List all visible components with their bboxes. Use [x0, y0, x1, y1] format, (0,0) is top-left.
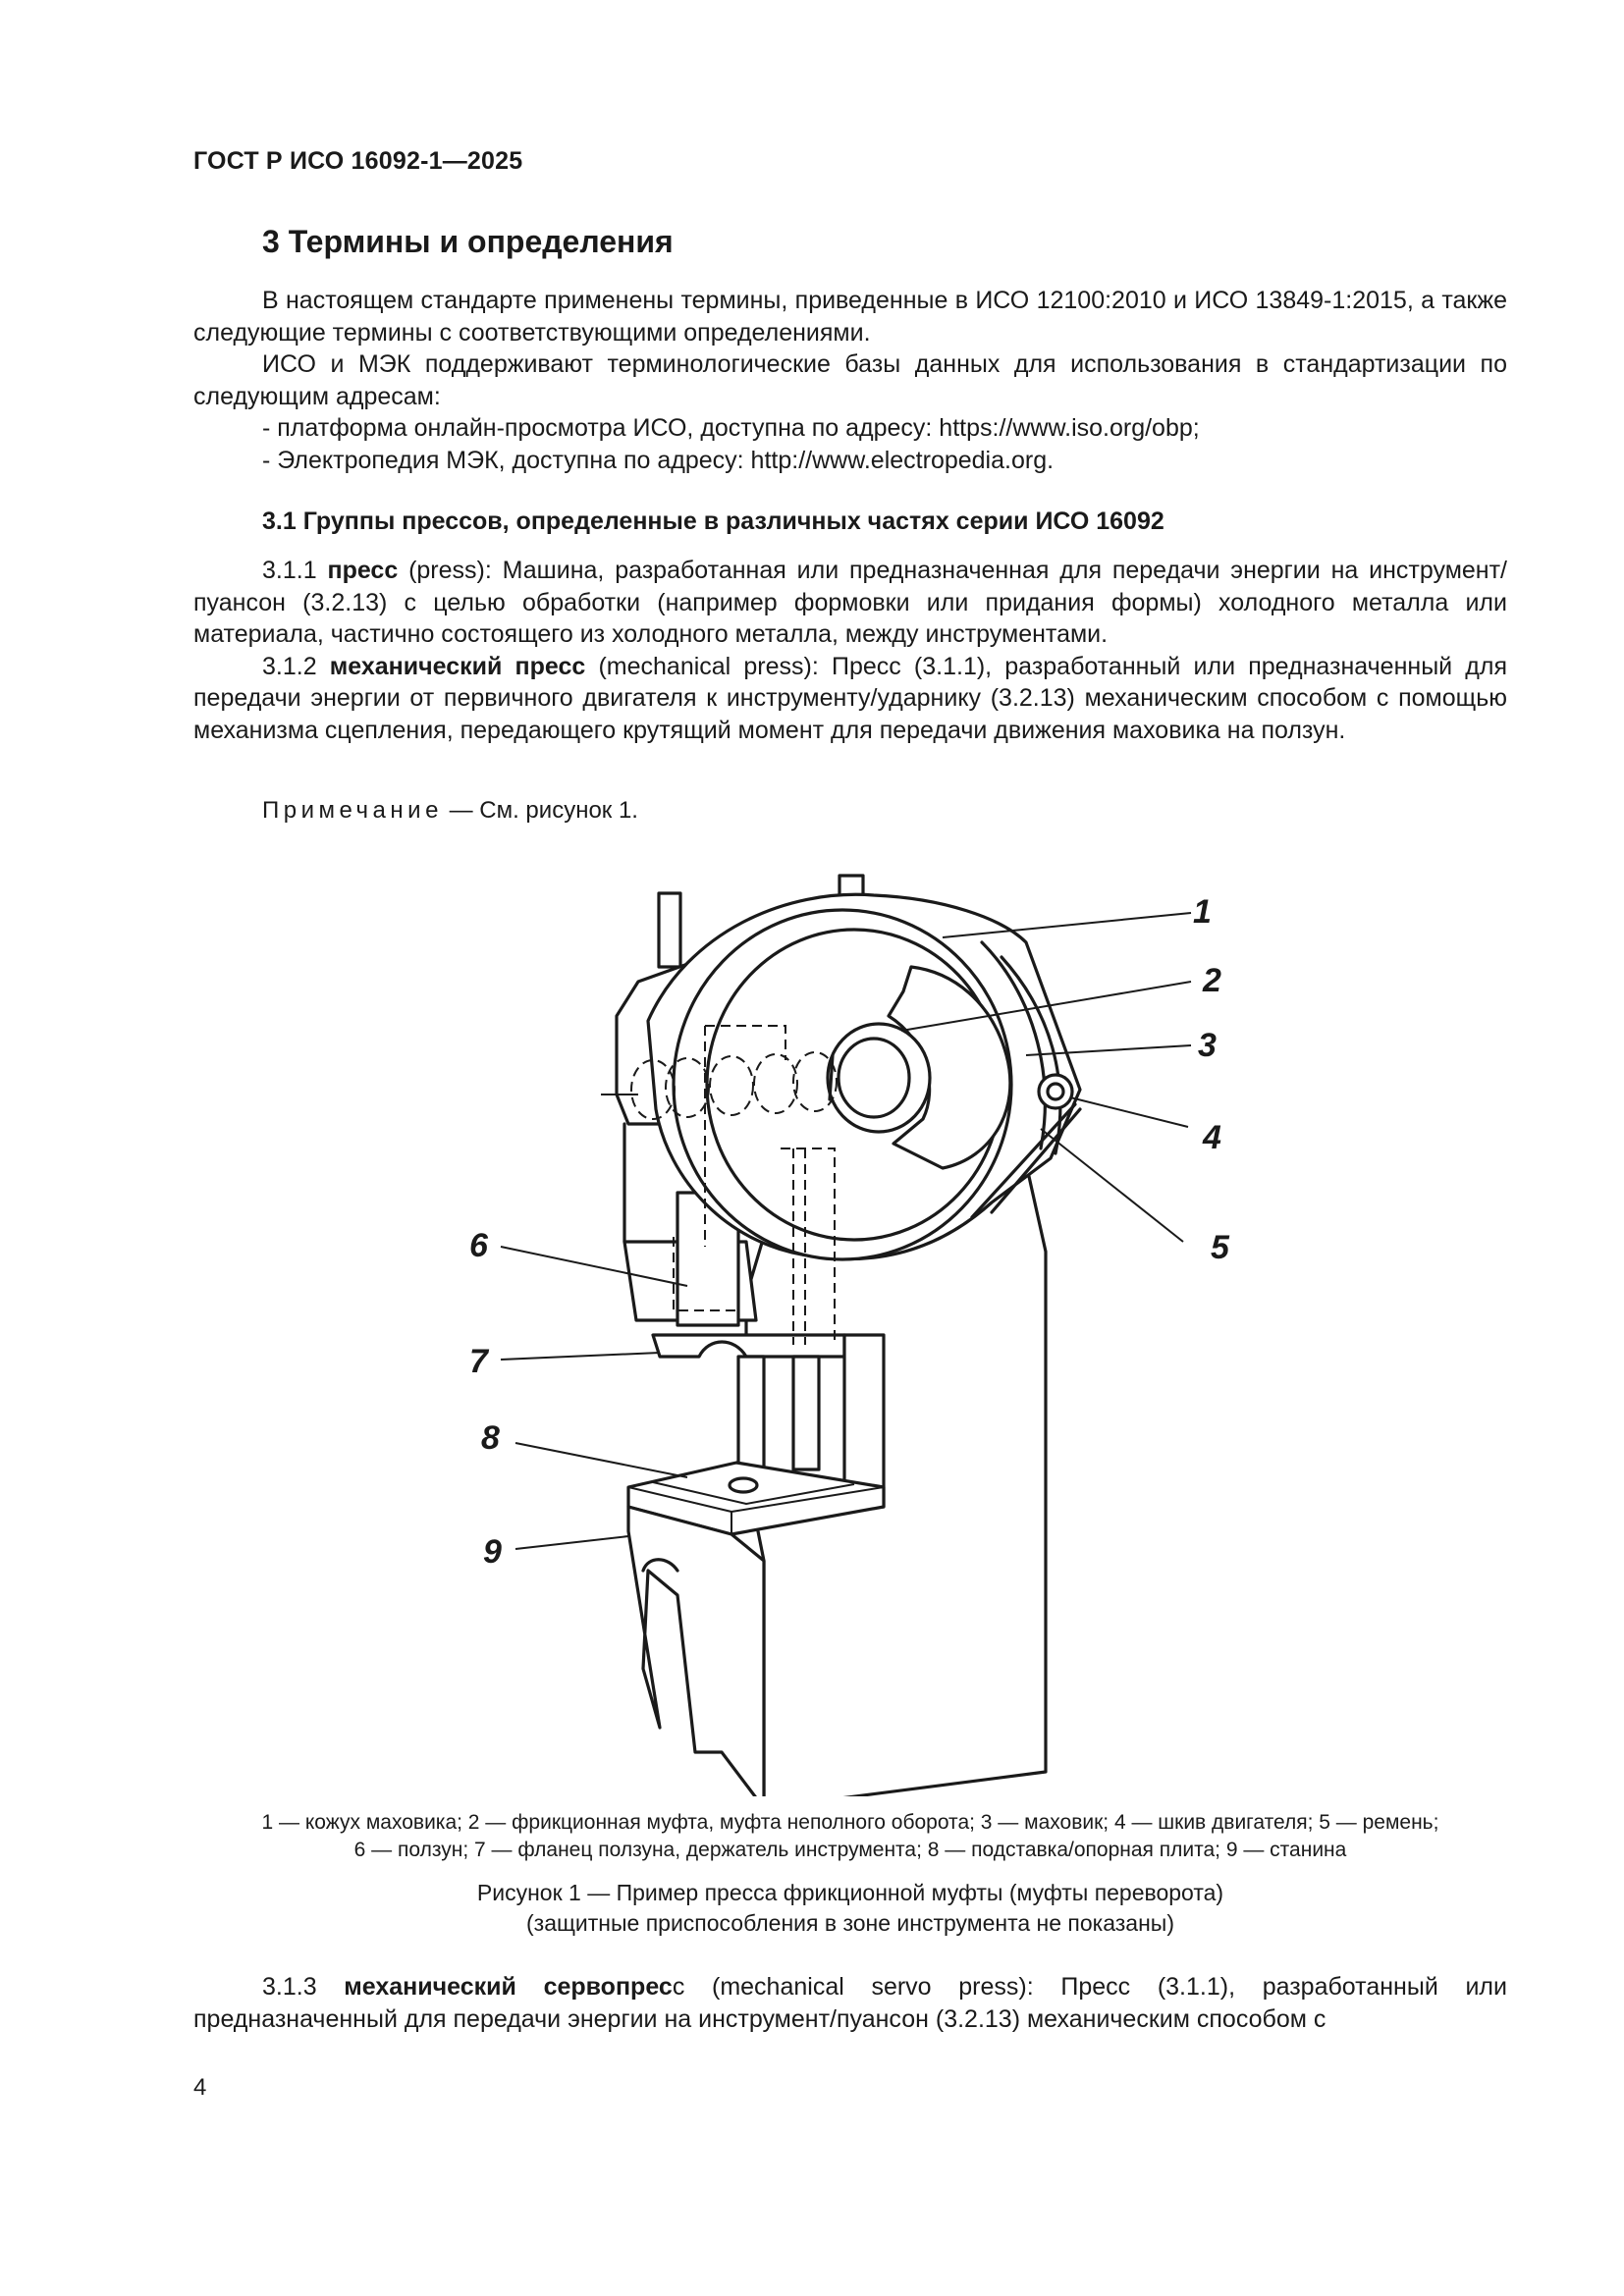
figure-caption: [193, 1878, 1507, 1939]
slide-flange: [653, 1335, 844, 1357]
term-number: 3.1.3: [262, 1973, 317, 2001]
leader-5: [1041, 1129, 1183, 1242]
leader-7: [501, 1353, 660, 1360]
figure-legend: [193, 1809, 1507, 1864]
callout-8: 8: [481, 1419, 500, 1457]
bolster-hole: [730, 1478, 757, 1492]
callout-9: 9: [483, 1533, 502, 1571]
guide-column-left: [738, 1357, 764, 1469]
intro-paragraph-2: ИСО и МЭК поддерживают терминологические базы данных для использования в стандартизации по следующим адресам:: [193, 350, 1507, 410]
callout-7: 7: [469, 1343, 488, 1380]
term-definition: (press): Машина, разработанная или предназначенная для передачи энергии на инструмент/пуансон (3.2.13) с целью обработки (например формовки или придания формы) холодного металла или материала, частично состоящего из холодного металла, между инструментами.: [193, 557, 1507, 648]
callout-3: 3: [1198, 1027, 1217, 1064]
term-number: 3.1.2: [262, 652, 317, 680]
note-dash: —: [442, 797, 480, 824]
term-3-1-3: [193, 1971, 1507, 2035]
page-number: 4: [193, 2074, 207, 2101]
leader-4: [1070, 1097, 1188, 1127]
legend-line-1: 1 — кожух маховика; 2 — фрикционная муфта, муфта неполного оборота; 3 — маховик; 4 — шкив двигателя; 5 — ремень;: [261, 1811, 1439, 1834]
list-item: - платформа онлайн-просмотра ИСО, доступна по адресу: https://www.iso.org/obp;: [262, 414, 1200, 442]
intro-paragraph-1: В настоящем стандарте применены термины, приведенные в ИСО 12100:2010 и ИСО 13849-1:2015, а также следующие термины с соответствующими определениями.: [193, 287, 1507, 347]
caption-line-2: (защитные приспособления в зоне инструмента не показаны): [525, 1910, 1174, 1936]
note-text: См. рисунок 1.: [479, 797, 638, 824]
term-name-tail: с: [672, 1973, 685, 2001]
note-label: Примечание: [262, 797, 443, 824]
callout-5: 5: [1211, 1229, 1229, 1266]
term-3-1-3-block: [193, 1971, 1507, 2035]
leader-8: [515, 1443, 687, 1477]
callout-1: 1: [1193, 893, 1212, 931]
callout-2: 2: [1203, 962, 1221, 999]
section-title: 3 Термины и определения: [262, 224, 674, 259]
document-header: ГОСТ Р ИСО 16092-1—2025: [193, 147, 523, 175]
callout-6: 6: [469, 1227, 488, 1264]
base-bed: [628, 1507, 764, 1796]
term-name: механический пресс: [329, 652, 586, 680]
list-item: - Электропедия МЭК, доступна по адресу: http://www.electropedia.org.: [262, 446, 1055, 474]
legend-line-2: 6 — ползун; 7 — фланец ползуна, держатель инструмента; 8 — подставка/опорная плита; 9 — станина: [353, 1839, 1347, 1861]
term-number: 3.1.1: [262, 557, 317, 584]
callout-4: 4: [1203, 1119, 1221, 1156]
term-name: пресс: [327, 557, 399, 584]
term-definition: (mechanical press): Пресс (3.1.1), разработанный или предназначенный для передачи энергии от первичного двигателя к инструменту/ударнику (3.2.13) механическим способом с помощью механизма сцепления, передающего крутящий момент для передачи движения маховика на ползун.: [193, 652, 1507, 744]
leader-9: [515, 1536, 628, 1549]
caption-line-1: Рисунок 1 — Пример пресса фрикционной муфты (муфты переворота): [476, 1880, 1224, 1905]
term-definition: (mechanical servo press): Пресс (3.1.1), разработанный или предназначенный для передачи энергии на инструмент/пуансон (3.2.13) механическим способом с: [193, 1973, 1507, 2033]
subsection-title: 3.1 Группы прессов, определенные в различных частях серии ИСО 16092: [262, 507, 1164, 535]
frame-top-tab: [659, 893, 680, 967]
guide-column-right: [793, 1357, 819, 1469]
term-name: механический сервопрес: [344, 1973, 673, 2001]
